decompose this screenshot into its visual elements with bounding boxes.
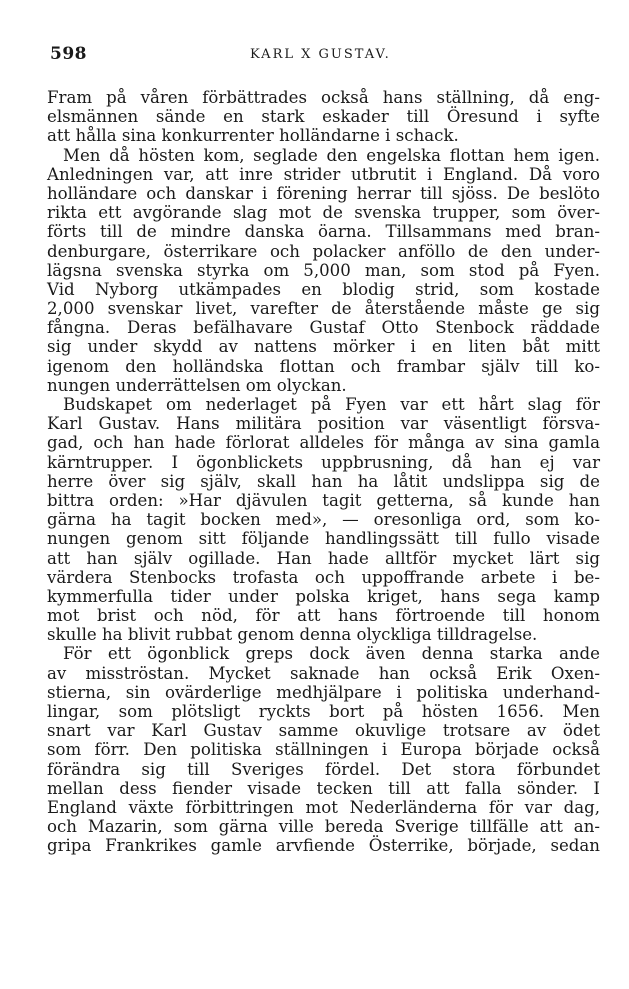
text-line: gärna ha tagit bocken med», — oresonliga ord, som ko- xyxy=(47,510,600,530)
page-header xyxy=(50,44,600,68)
text-line: skulle ha blivit rubbat genom denna olyckliga tilldragelse. xyxy=(47,625,538,645)
running-title: KARL X GUSTAV. xyxy=(250,47,391,62)
text-line: kärntrupper. I ögonblickets uppbrusning, då han ej var xyxy=(47,452,600,472)
text-line: stierna, sin ovärderlige medhjälpare i politiska underhand- xyxy=(47,682,600,702)
text-line: förändra sig till Sveriges fördel. Det stora förbundet xyxy=(47,759,600,779)
text-line: värdera Stenbocks trofasta och uppoffrande arbete i be- xyxy=(47,567,600,587)
text-line: denburgare, österrikare och polacker anföllo de den under- xyxy=(47,241,600,261)
text-line: nungen genom sitt följande handlingssätt till fullo visade xyxy=(47,529,600,549)
text-line: Vid Nyborg utkämpades en blodig strid, som kostade xyxy=(47,279,600,299)
text-line: sig under skydd av nattens mörker i en liten båt mitt xyxy=(47,337,600,357)
text-line: av misströstan. Mycket saknade han också Erik Oxen- xyxy=(47,663,600,683)
text-line: fångna. Deras befälhavare Gustaf Otto Stenbock räddade xyxy=(47,318,600,338)
text-line: igenom den holländska flottan och frambar själv till ko- xyxy=(47,356,600,376)
text-line: nungen underrättelsen om olyckan. xyxy=(47,375,347,395)
text-line: mot brist och nöd, för att hans förtroende till honom xyxy=(47,606,600,626)
text-line: Men då hösten kom, seglade den engelska flottan hem igen. xyxy=(63,145,600,165)
text-line: lingar, som plötsligt ryckts bort på hösten 1656. Men xyxy=(47,702,600,721)
text-line: kymmerfulla tider under polska kriget, hans sega kamp xyxy=(47,586,600,606)
text-line: lägsna svenska styrka om 5,000 man, som stod på Fyen. xyxy=(47,260,600,280)
body-text xyxy=(47,88,600,856)
text-line: rikta ett avgörande slag mot de svenska trupper, som över- xyxy=(47,203,600,223)
text-line: herre över sig själv, skall han ha låtit undslippa sig de xyxy=(47,471,600,491)
page-number: 598 xyxy=(50,44,87,64)
text-line: För ett ögonblick greps dock även denna starka ande xyxy=(63,644,600,664)
text-line: Anledningen var, att inre strider utbrutit i England. Då voro xyxy=(47,164,600,184)
text-line: Fram på våren förbättrades också hans ställning, då eng- xyxy=(47,88,600,107)
text-line: och Mazarin, som gärna ville bereda Sverige tillfälle att an- xyxy=(47,817,600,837)
text-line: Budskapet om nederlaget på Fyen var ett hårt slag för xyxy=(63,395,600,414)
text-line: gripa Frankrikes gamle arvfiende Österrike, började, sedan xyxy=(47,836,600,856)
text-line: som förr. Den politiska ställningen i Europa började också xyxy=(47,740,600,760)
text-line: att han själv ogillade. Han hade alltför mycket lärt sig xyxy=(47,548,600,568)
text-line: elsmännen sände en stark eskader till Öresund i syfte xyxy=(47,107,600,127)
text-line: mellan dess fiender visade tecken till att falla sönder. I xyxy=(47,778,600,798)
text-line: förts till de mindre danska öarna. Tillsammans med bran- xyxy=(47,222,600,242)
text-line: 2,000 svenskar livet, varefter de återstående måste ge sig xyxy=(47,299,600,319)
text-line: att hålla sina konkurrenter holländarne i schack. xyxy=(47,126,459,146)
text-line: holländare och danskar i förening herrar till sjöss. De beslöto xyxy=(47,183,600,203)
text-line: England växte förbittringen mot Nederländerna för var dag, xyxy=(47,797,600,817)
text-line: snart var Karl Gustav samme okuvlige trotsare av ödet xyxy=(47,721,600,741)
text-line: bittra orden: »Har djävulen tagit getterna, så kunde han xyxy=(47,490,600,510)
text-line: gad, och han hade förlorat alldeles för många av sina gamla xyxy=(47,433,600,453)
text-line: Karl Gustav. Hans militära position var väsentligt försva- xyxy=(47,414,600,434)
